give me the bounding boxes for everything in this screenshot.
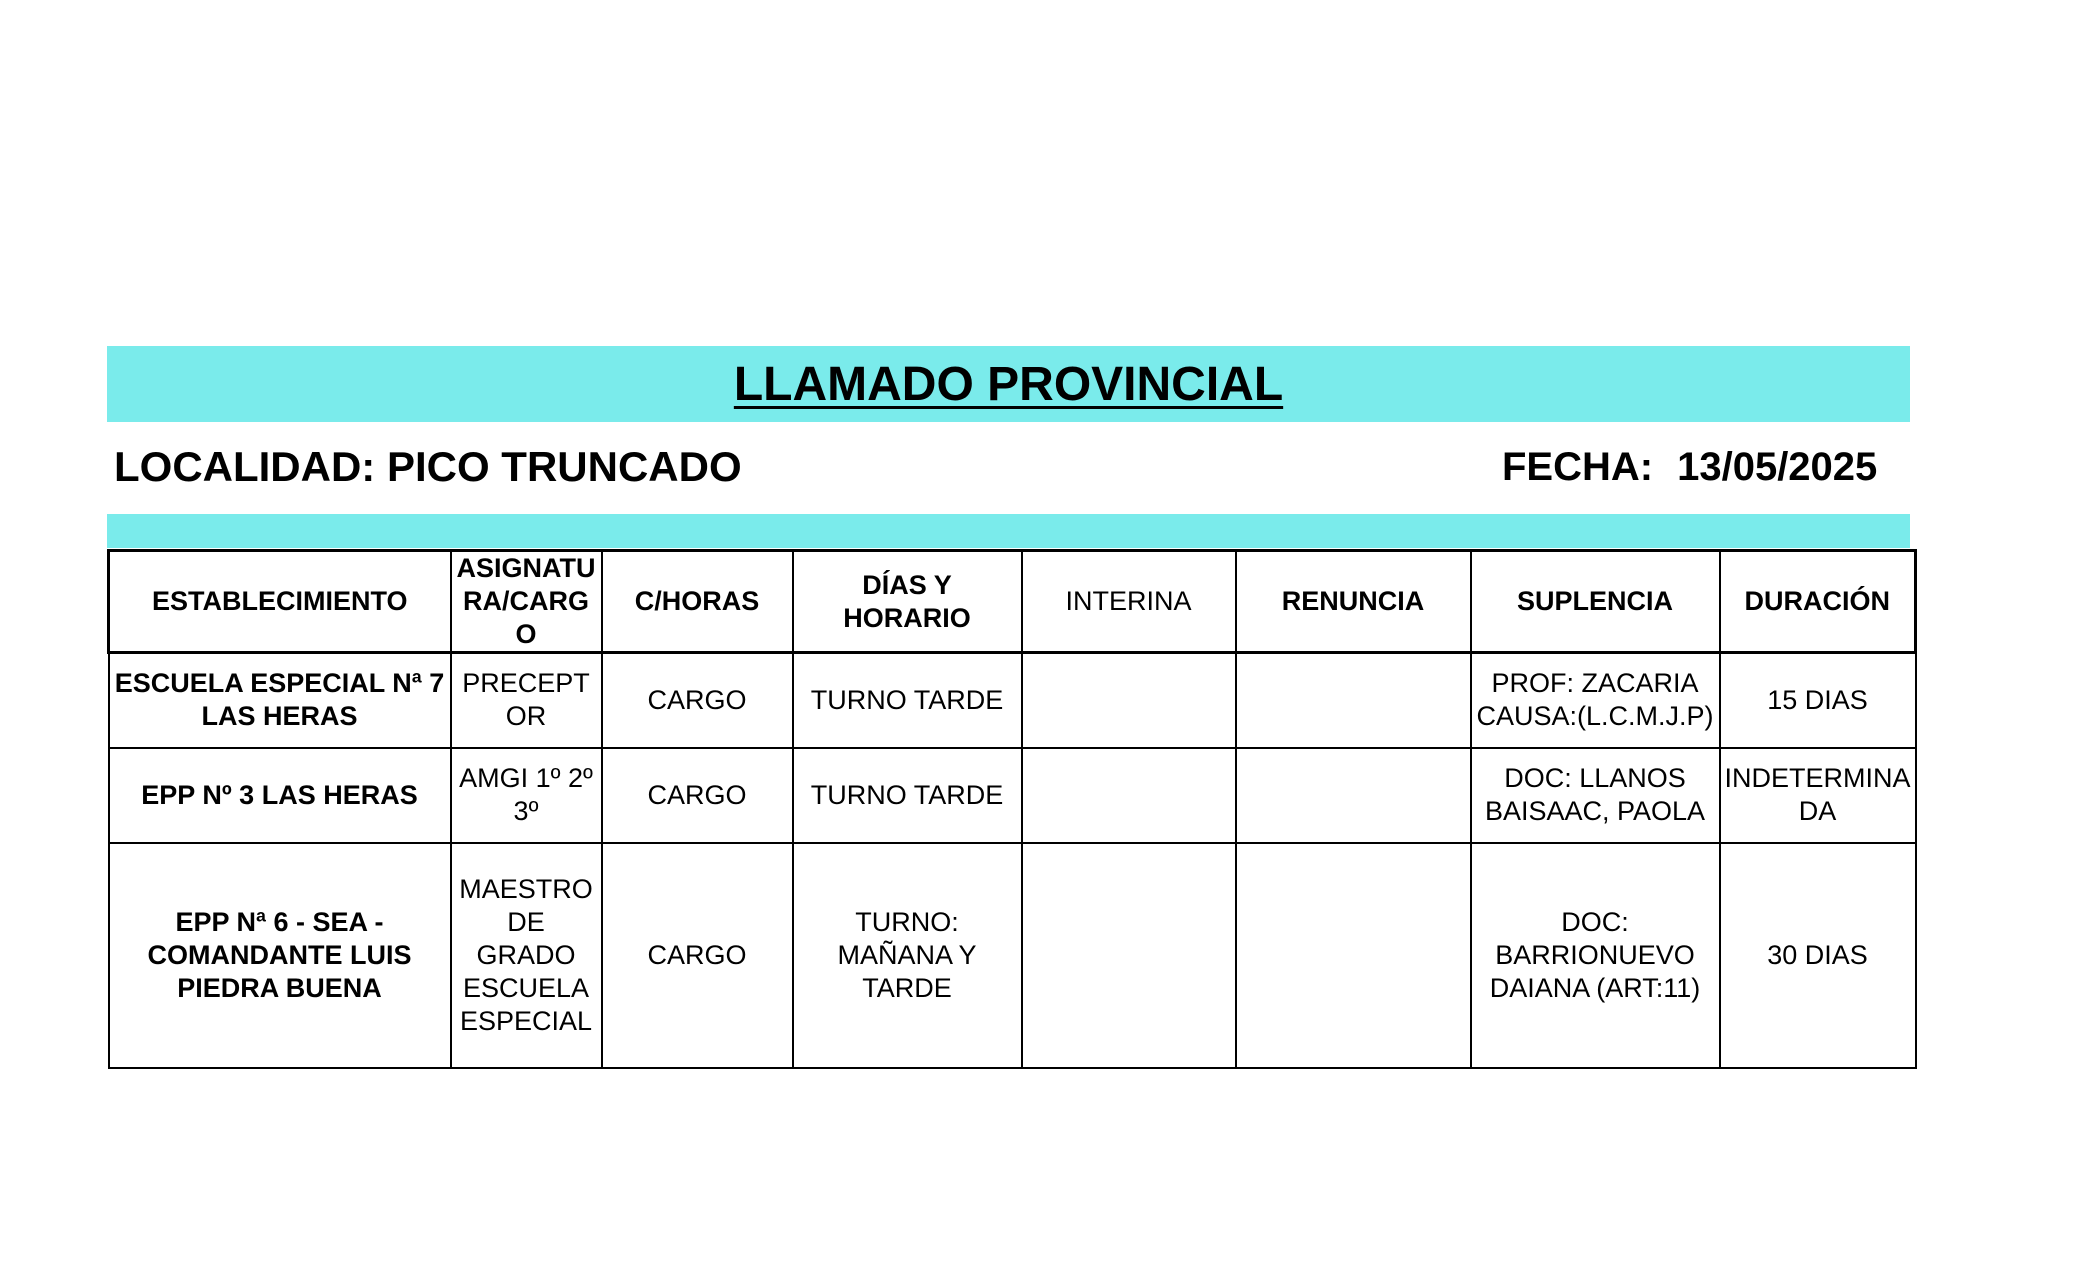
cell-horario: TURNO TARDE — [793, 653, 1022, 748]
col-header-asignatura: ASIGNATURA/CARGO — [451, 551, 602, 653]
cell-renuncia — [1236, 843, 1471, 1068]
cell-horario: TURNO: MAÑANA Y TARDE — [793, 843, 1022, 1068]
cell-renuncia — [1236, 653, 1471, 748]
cell-suplencia: DOC: LLANOS BAISAAC, PAOLA — [1471, 748, 1720, 843]
fecha-value: 13/05/2025 — [1677, 445, 1878, 489]
table-row — [109, 843, 1916, 1068]
cell-duracion: 30 DIAS — [1720, 843, 1916, 1068]
localidad-label: LOCALIDAD: PICO TRUNCADO — [114, 443, 742, 490]
separator-band — [107, 514, 1910, 548]
cell-interina — [1022, 843, 1236, 1068]
cell-duracion: INDETERMINADA — [1720, 748, 1916, 843]
cell-horas: CARGO — [602, 748, 793, 843]
page-title: LLAMADO PROVINCIAL — [733, 357, 1284, 411]
cell-asignatura: AMGI 1º 2º 3º — [451, 748, 602, 843]
cell-establecimiento: ESCUELA ESPECIAL Nª 7 LAS HERAS — [109, 653, 451, 748]
cell-suplencia: DOC: BARRIONUEVO DAIANA (ART:11) — [1471, 843, 1720, 1068]
cell-renuncia — [1236, 748, 1471, 843]
col-header-horas: C/HORAS — [602, 551, 793, 653]
cell-asignatura: PRECEPTOR — [451, 653, 602, 748]
cell-horas: CARGO — [602, 843, 793, 1068]
col-header-duracion: DURACIÓN — [1720, 551, 1916, 653]
cell-interina — [1022, 653, 1236, 748]
cell-duracion: 15 DIAS — [1720, 653, 1916, 748]
cell-establecimiento: EPP Nª 6 - SEA - COMANDANTE LUIS PIEDRA BUENA — [109, 843, 451, 1068]
col-header-horario: DÍAS Y HORARIO — [793, 551, 1022, 653]
cell-horas: CARGO — [602, 653, 793, 748]
fecha — [1502, 441, 1877, 493]
cell-establecimiento: EPP Nº 3 LAS HERAS — [109, 748, 451, 843]
fecha-label: FECHA: — [1502, 445, 1654, 489]
col-header-renuncia: RENUNCIA — [1236, 551, 1471, 653]
table-row — [109, 653, 1916, 748]
llamado-table — [107, 549, 1917, 1069]
col-header-suplencia: SUPLENCIA — [1471, 551, 1720, 653]
col-header-interina: INTERINA — [1022, 551, 1236, 653]
cell-interina — [1022, 748, 1236, 843]
col-header-establecimiento: ESTABLECIMIENTO — [109, 551, 451, 653]
title-band — [107, 346, 1910, 422]
cell-suplencia: PROF: ZACARIA CAUSA:(L.C.M.J.P) — [1471, 653, 1720, 748]
cell-horario: TURNO TARDE — [793, 748, 1022, 843]
table-header-row — [109, 551, 1916, 653]
cell-asignatura: MAESTRO DE GRADO ESCUELA ESPECIAL — [451, 843, 602, 1068]
table-row — [109, 748, 1916, 843]
